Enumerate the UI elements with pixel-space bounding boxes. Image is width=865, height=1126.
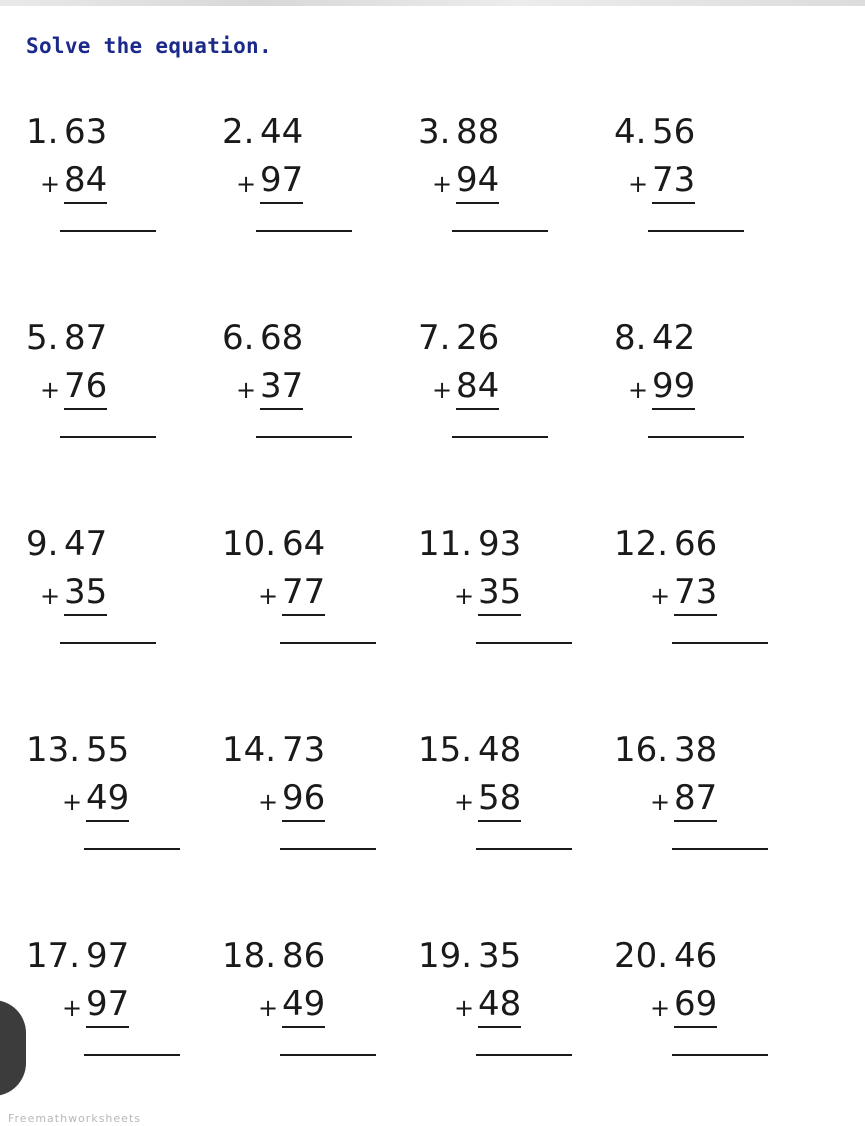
plus-sign: + (628, 376, 649, 404)
problem-17 (26, 936, 206, 1086)
problem-12 (614, 524, 794, 674)
answer-line[interactable] (672, 848, 768, 850)
problem-number: 9. (26, 524, 59, 564)
problem-19 (418, 936, 598, 1086)
bottom-addend: 49 (282, 984, 325, 1028)
top-addend: 63 (64, 112, 108, 152)
plus-sign: + (650, 582, 671, 610)
problem-8 (614, 318, 794, 468)
problem-5 (26, 318, 206, 468)
answer-line[interactable] (476, 1054, 572, 1056)
problem-number: 1. (26, 112, 59, 152)
answer-line[interactable] (84, 848, 180, 850)
bottom-addend: 97 (86, 984, 129, 1028)
bottom-addend: 58 (478, 778, 521, 822)
bottom-addend: 77 (282, 572, 325, 616)
answer-line[interactable] (280, 848, 376, 850)
plus-sign: + (62, 994, 83, 1022)
bottom-addend: 48 (478, 984, 521, 1028)
top-addend: 55 (86, 730, 130, 770)
problem-number: 15. (418, 730, 473, 770)
top-addend: 64 (282, 524, 326, 564)
answer-line[interactable] (60, 642, 156, 644)
bottom-addend: 94 (456, 160, 499, 204)
bottom-addend: 73 (674, 572, 717, 616)
top-addend: 97 (86, 936, 130, 976)
plus-sign: + (628, 170, 649, 198)
answer-line[interactable] (60, 436, 156, 438)
problem-number: 10. (222, 524, 277, 564)
plus-sign: + (62, 788, 83, 816)
problem-number: 2. (222, 112, 255, 152)
bottom-addend: 76 (64, 366, 107, 410)
bottom-addend: 96 (282, 778, 325, 822)
bottom-addend: 69 (674, 984, 717, 1028)
plus-sign: + (236, 376, 257, 404)
plus-sign: + (650, 788, 671, 816)
problem-number: 17. (26, 936, 81, 976)
problem-16 (614, 730, 794, 880)
problem-15 (418, 730, 598, 880)
plus-sign: + (236, 170, 257, 198)
top-addend: 68 (260, 318, 304, 358)
plus-sign: + (40, 582, 61, 610)
instruction-heading: Solve the equation. (26, 34, 272, 58)
problem-number: 16. (614, 730, 669, 770)
problem-number: 14. (222, 730, 277, 770)
bottom-addend: 84 (456, 366, 499, 410)
answer-line[interactable] (648, 230, 744, 232)
answer-line[interactable] (476, 642, 572, 644)
bottom-addend: 97 (260, 160, 303, 204)
footer-watermark: Freemathworksheets (8, 1112, 141, 1125)
bottom-addend: 35 (64, 572, 107, 616)
top-addend: 66 (674, 524, 718, 564)
plus-sign: + (258, 994, 279, 1022)
plus-sign: + (454, 788, 475, 816)
problem-number: 3. (418, 112, 451, 152)
top-addend: 56 (652, 112, 696, 152)
top-addend: 26 (456, 318, 500, 358)
answer-line[interactable] (84, 1054, 180, 1056)
problem-11 (418, 524, 598, 674)
problem-number: 19. (418, 936, 473, 976)
bottom-addend: 37 (260, 366, 303, 410)
top-addend: 93 (478, 524, 522, 564)
problem-number: 20. (614, 936, 669, 976)
problem-number: 18. (222, 936, 277, 976)
top-addend: 42 (652, 318, 696, 358)
problem-10 (222, 524, 402, 674)
problem-1 (26, 112, 206, 262)
bottom-addend: 35 (478, 572, 521, 616)
bottom-addend: 84 (64, 160, 107, 204)
top-addend: 47 (64, 524, 108, 564)
plus-sign: + (40, 376, 61, 404)
plus-sign: + (650, 994, 671, 1022)
answer-line[interactable] (672, 642, 768, 644)
plus-sign: + (454, 582, 475, 610)
problem-number: 13. (26, 730, 81, 770)
bottom-addend: 87 (674, 778, 717, 822)
problem-7 (418, 318, 598, 468)
problem-number: 8. (614, 318, 647, 358)
problem-number: 4. (614, 112, 647, 152)
problem-3 (418, 112, 598, 262)
problem-14 (222, 730, 402, 880)
bottom-addend: 49 (86, 778, 129, 822)
answer-line[interactable] (452, 230, 548, 232)
top-addend: 87 (64, 318, 108, 358)
problem-4 (614, 112, 794, 262)
top-addend: 38 (674, 730, 718, 770)
answer-line[interactable] (280, 1054, 376, 1056)
top-addend: 46 (674, 936, 718, 976)
problem-13 (26, 730, 206, 880)
top-addend: 44 (260, 112, 304, 152)
answer-line[interactable] (280, 642, 376, 644)
plus-sign: + (258, 788, 279, 816)
overlay-shape (0, 1000, 26, 1096)
answer-line[interactable] (648, 436, 744, 438)
plus-sign: + (40, 170, 61, 198)
bottom-addend: 73 (652, 160, 695, 204)
problem-number: 12. (614, 524, 669, 564)
plus-sign: + (454, 994, 475, 1022)
problem-6 (222, 318, 402, 468)
answer-line[interactable] (672, 1054, 768, 1056)
answer-line[interactable] (256, 436, 352, 438)
plus-sign: + (258, 582, 279, 610)
top-addend: 48 (478, 730, 522, 770)
answer-line[interactable] (476, 848, 572, 850)
problem-number: 7. (418, 318, 451, 358)
top-addend: 88 (456, 112, 500, 152)
problem-2 (222, 112, 402, 262)
problem-18 (222, 936, 402, 1086)
problem-number: 11. (418, 524, 473, 564)
problem-20 (614, 936, 794, 1086)
bottom-addend: 99 (652, 366, 695, 410)
plus-sign: + (432, 170, 453, 198)
problem-number: 5. (26, 318, 59, 358)
plus-sign: + (432, 376, 453, 404)
top-addend: 86 (282, 936, 326, 976)
top-addend: 73 (282, 730, 326, 770)
answer-line[interactable] (452, 436, 548, 438)
problem-9 (26, 524, 206, 674)
problem-number: 6. (222, 318, 255, 358)
top-addend: 35 (478, 936, 522, 976)
answer-line[interactable] (60, 230, 156, 232)
answer-line[interactable] (256, 230, 352, 232)
top-strip (0, 0, 865, 6)
